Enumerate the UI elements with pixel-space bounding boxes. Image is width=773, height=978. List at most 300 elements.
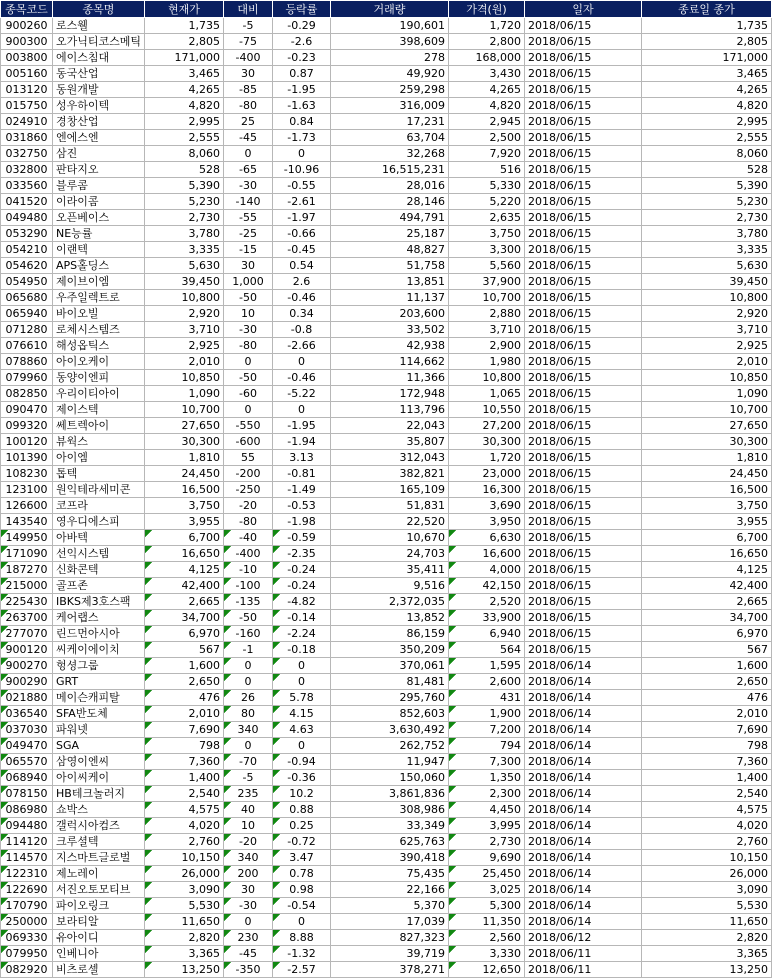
rate-cell: 0.87 <box>273 66 331 82</box>
date-cell: 2018/06/15 <box>525 450 642 466</box>
volume-cell: 3,861,836 <box>331 786 449 802</box>
date-cell: 2018/06/15 <box>525 34 642 50</box>
code-cell: 024910 <box>1 114 53 130</box>
table-row <box>1 674 772 690</box>
table-row <box>1 722 772 738</box>
name-cell: 오가닉티코스메틱 <box>53 34 145 50</box>
close-cell: 7,690 <box>642 722 772 738</box>
code-cell: 031860 <box>1 130 53 146</box>
change-cell: -30 <box>224 178 273 194</box>
close-cell: 10,800 <box>642 290 772 306</box>
volume-cell: 203,600 <box>331 306 449 322</box>
code-cell: 065940 <box>1 306 53 322</box>
volume-cell: 17,231 <box>331 114 449 130</box>
close-cell: 7,360 <box>642 754 772 770</box>
price-cell: 798 <box>145 738 224 754</box>
date-cell: 2018/06/14 <box>525 898 642 914</box>
code-cell: 263700 <box>1 610 53 626</box>
close-cell: 3,955 <box>642 514 772 530</box>
rate-cell: -1.63 <box>273 98 331 114</box>
rate-cell: 3.47 <box>273 850 331 866</box>
price-cell: 5,630 <box>145 258 224 274</box>
ref-price-cell: 7,300 <box>449 754 525 770</box>
name-cell: 원익테라세미콘 <box>53 482 145 498</box>
rate-cell: 0.98 <box>273 882 331 898</box>
table-row <box>1 82 772 98</box>
table-row <box>1 882 772 898</box>
price-cell: 2,540 <box>145 786 224 802</box>
close-cell: 6,970 <box>642 626 772 642</box>
rate-cell: 0 <box>273 914 331 930</box>
close-cell: 2,730 <box>642 210 772 226</box>
name-cell: 쇼박스 <box>53 802 145 818</box>
code-cell: 171090 <box>1 546 53 562</box>
name-cell: 신화콘텍 <box>53 562 145 578</box>
price-cell: 2,010 <box>145 706 224 722</box>
date-cell: 2018/06/15 <box>525 402 642 418</box>
ref-price-cell: 3,750 <box>449 226 525 242</box>
code-cell: 065680 <box>1 290 53 306</box>
ref-price-cell: 431 <box>449 690 525 706</box>
close-cell: 4,575 <box>642 802 772 818</box>
change-cell: 55 <box>224 450 273 466</box>
name-cell: 파이오링크 <box>53 898 145 914</box>
ref-price-cell: 10,800 <box>449 370 525 386</box>
code-cell: 036540 <box>1 706 53 722</box>
ref-price-cell: 23,000 <box>449 466 525 482</box>
ref-price-cell: 3,300 <box>449 242 525 258</box>
change-cell: -65 <box>224 162 273 178</box>
close-cell: 5,390 <box>642 178 772 194</box>
rate-cell: 0.78 <box>273 866 331 882</box>
volume-cell: 382,821 <box>331 466 449 482</box>
date-cell: 2018/06/15 <box>525 386 642 402</box>
rate-cell: -0.53 <box>273 498 331 514</box>
close-cell: 3,780 <box>642 226 772 242</box>
volume-cell: 308,986 <box>331 802 449 818</box>
code-cell: 126600 <box>1 498 53 514</box>
price-cell: 4,820 <box>145 98 224 114</box>
price-cell: 6,700 <box>145 530 224 546</box>
date-cell: 2018/06/14 <box>525 738 642 754</box>
name-cell: 동국산업 <box>53 66 145 82</box>
table-row <box>1 130 772 146</box>
volume-cell: 22,043 <box>331 418 449 434</box>
close-cell: 2,805 <box>642 34 772 50</box>
table-row <box>1 162 772 178</box>
volume-cell: 2,372,035 <box>331 594 449 610</box>
name-cell: 판타지오 <box>53 162 145 178</box>
table-row <box>1 514 772 530</box>
rate-cell: -1.32 <box>273 946 331 962</box>
close-cell: 34,700 <box>642 610 772 626</box>
table-row <box>1 418 772 434</box>
price-cell: 3,955 <box>145 514 224 530</box>
ref-price-cell: 16,300 <box>449 482 525 498</box>
name-cell: 제이스텍 <box>53 402 145 418</box>
change-cell: 40 <box>224 802 273 818</box>
price-cell: 3,090 <box>145 882 224 898</box>
name-cell: 코프라 <box>53 498 145 514</box>
name-cell: 삼진 <box>53 146 145 162</box>
code-cell: 082920 <box>1 962 53 978</box>
code-cell: 082850 <box>1 386 53 402</box>
volume-cell: 312,043 <box>331 450 449 466</box>
price-cell: 1,400 <box>145 770 224 786</box>
col-header-rate: 등락률 <box>273 1 331 18</box>
name-cell: 삼영이엔씨 <box>53 754 145 770</box>
price-cell: 528 <box>145 162 224 178</box>
close-cell: 10,850 <box>642 370 772 386</box>
close-cell: 2,925 <box>642 338 772 354</box>
change-cell: -45 <box>224 130 273 146</box>
price-cell: 24,450 <box>145 466 224 482</box>
date-cell: 2018/06/15 <box>525 578 642 594</box>
header-row <box>1 1 772 18</box>
ref-price-cell: 4,000 <box>449 562 525 578</box>
rate-cell: -1.94 <box>273 434 331 450</box>
close-cell: 2,540 <box>642 786 772 802</box>
date-cell: 2018/06/15 <box>525 226 642 242</box>
close-cell: 5,630 <box>642 258 772 274</box>
rate-cell: -0.46 <box>273 290 331 306</box>
volume-cell: 28,016 <box>331 178 449 194</box>
table-row <box>1 962 772 978</box>
rate-cell: -1.95 <box>273 82 331 98</box>
name-cell: 뷰웍스 <box>53 434 145 450</box>
col-header-date: 일자 <box>525 1 642 18</box>
close-cell: 10,150 <box>642 850 772 866</box>
ref-price-cell: 3,430 <box>449 66 525 82</box>
volume-cell: 278 <box>331 50 449 66</box>
table-row <box>1 658 772 674</box>
date-cell: 2018/06/15 <box>525 498 642 514</box>
change-cell: -200 <box>224 466 273 482</box>
price-cell: 3,365 <box>145 946 224 962</box>
table-row <box>1 610 772 626</box>
price-cell: 2,650 <box>145 674 224 690</box>
col-header-ref-price: 가격(원) <box>449 1 525 18</box>
rate-cell: -0.29 <box>273 18 331 34</box>
table-row <box>1 946 772 962</box>
table-row <box>1 194 772 210</box>
date-cell: 2018/06/15 <box>525 642 642 658</box>
rate-cell: 10.2 <box>273 786 331 802</box>
change-cell: -50 <box>224 370 273 386</box>
change-cell: 1,000 <box>224 274 273 290</box>
date-cell: 2018/06/11 <box>525 962 642 978</box>
price-cell: 26,000 <box>145 866 224 882</box>
close-cell: 1,735 <box>642 18 772 34</box>
price-cell: 567 <box>145 642 224 658</box>
table-row <box>1 370 772 386</box>
volume-cell: 262,752 <box>331 738 449 754</box>
code-cell: 053290 <box>1 226 53 242</box>
name-cell: 제노레이 <box>53 866 145 882</box>
volume-cell: 350,209 <box>331 642 449 658</box>
ref-price-cell: 3,995 <box>449 818 525 834</box>
ref-price-cell: 2,600 <box>449 674 525 690</box>
name-cell: 로체시스템즈 <box>53 322 145 338</box>
ref-price-cell: 3,025 <box>449 882 525 898</box>
date-cell: 2018/06/15 <box>525 482 642 498</box>
price-cell: 10,850 <box>145 370 224 386</box>
ref-price-cell: 9,690 <box>449 850 525 866</box>
date-cell: 2018/06/14 <box>525 722 642 738</box>
ref-price-cell: 2,635 <box>449 210 525 226</box>
name-cell: 톱텍 <box>53 466 145 482</box>
rate-cell: 5.78 <box>273 690 331 706</box>
ref-price-cell: 2,560 <box>449 930 525 946</box>
code-cell: 187270 <box>1 562 53 578</box>
volume-cell: 75,435 <box>331 866 449 882</box>
change-cell: -550 <box>224 418 273 434</box>
volume-cell: 86,159 <box>331 626 449 642</box>
price-cell: 2,760 <box>145 834 224 850</box>
ref-price-cell: 7,200 <box>449 722 525 738</box>
date-cell: 2018/06/15 <box>525 130 642 146</box>
name-cell: 갤럭시아컴즈 <box>53 818 145 834</box>
table-row <box>1 322 772 338</box>
ref-price-cell: 16,600 <box>449 546 525 562</box>
code-cell: 094480 <box>1 818 53 834</box>
change-cell: -80 <box>224 338 273 354</box>
volume-cell: 295,760 <box>331 690 449 706</box>
date-cell: 2018/06/15 <box>525 370 642 386</box>
volume-cell: 9,516 <box>331 578 449 594</box>
rate-cell: -1.49 <box>273 482 331 498</box>
table-row <box>1 706 772 722</box>
rate-cell: -0.24 <box>273 562 331 578</box>
volume-cell: 33,502 <box>331 322 449 338</box>
table-row <box>1 898 772 914</box>
code-cell: 041520 <box>1 194 53 210</box>
close-cell: 1,810 <box>642 450 772 466</box>
ref-price-cell: 2,300 <box>449 786 525 802</box>
date-cell: 2018/06/14 <box>525 850 642 866</box>
ref-price-cell: 7,920 <box>449 146 525 162</box>
volume-cell: 24,703 <box>331 546 449 562</box>
ref-price-cell: 1,720 <box>449 18 525 34</box>
table-row <box>1 690 772 706</box>
name-cell: 동양이엔피 <box>53 370 145 386</box>
ref-price-cell: 1,720 <box>449 450 525 466</box>
price-cell: 476 <box>145 690 224 706</box>
code-cell: 013120 <box>1 82 53 98</box>
change-cell: -15 <box>224 242 273 258</box>
name-cell: 동원개발 <box>53 82 145 98</box>
ref-price-cell: 5,220 <box>449 194 525 210</box>
code-cell: 033560 <box>1 178 53 194</box>
close-cell: 27,650 <box>642 418 772 434</box>
volume-cell: 22,166 <box>331 882 449 898</box>
name-cell: 로스웰 <box>53 18 145 34</box>
table-row <box>1 242 772 258</box>
table-row <box>1 258 772 274</box>
close-cell: 4,265 <box>642 82 772 98</box>
price-cell: 3,780 <box>145 226 224 242</box>
close-cell: 3,365 <box>642 946 772 962</box>
change-cell: -80 <box>224 514 273 530</box>
ref-price-cell: 25,450 <box>449 866 525 882</box>
code-cell: 170790 <box>1 898 53 914</box>
ref-price-cell: 5,330 <box>449 178 525 194</box>
rate-cell: -0.55 <box>273 178 331 194</box>
name-cell: 해성옵틱스 <box>53 338 145 354</box>
close-cell: 30,300 <box>642 434 772 450</box>
date-cell: 2018/06/14 <box>525 866 642 882</box>
date-cell: 2018/06/15 <box>525 98 642 114</box>
ref-price-cell: 2,900 <box>449 338 525 354</box>
close-cell: 8,060 <box>642 146 772 162</box>
change-cell: -400 <box>224 50 273 66</box>
date-cell: 2018/06/15 <box>525 194 642 210</box>
code-cell: 049480 <box>1 210 53 226</box>
code-cell: 215000 <box>1 578 53 594</box>
date-cell: 2018/06/12 <box>525 930 642 946</box>
name-cell: 우주일렉트로 <box>53 290 145 306</box>
ref-price-cell: 12,650 <box>449 962 525 978</box>
code-cell: 015750 <box>1 98 53 114</box>
ref-price-cell: 2,945 <box>449 114 525 130</box>
change-cell: -600 <box>224 434 273 450</box>
rate-cell: 0.88 <box>273 802 331 818</box>
rate-cell: -1.98 <box>273 514 331 530</box>
price-cell: 6,970 <box>145 626 224 642</box>
date-cell: 2018/06/15 <box>525 242 642 258</box>
volume-cell: 390,418 <box>331 850 449 866</box>
date-cell: 2018/06/14 <box>525 674 642 690</box>
change-cell: -45 <box>224 946 273 962</box>
name-cell: 아바텍 <box>53 530 145 546</box>
date-cell: 2018/06/15 <box>525 418 642 434</box>
change-cell: 0 <box>224 658 273 674</box>
rate-cell: -1.73 <box>273 130 331 146</box>
date-cell: 2018/06/14 <box>525 914 642 930</box>
volume-cell: 16,515,231 <box>331 162 449 178</box>
ref-price-cell: 6,630 <box>449 530 525 546</box>
date-cell: 2018/06/15 <box>525 66 642 82</box>
code-cell: 003800 <box>1 50 53 66</box>
rate-cell: -2.57 <box>273 962 331 978</box>
close-cell: 6,700 <box>642 530 772 546</box>
table-row <box>1 146 772 162</box>
price-cell: 3,710 <box>145 322 224 338</box>
table-row <box>1 114 772 130</box>
date-cell: 2018/06/14 <box>525 658 642 674</box>
change-cell: 230 <box>224 930 273 946</box>
close-cell: 5,530 <box>642 898 772 914</box>
name-cell: 인베니아 <box>53 946 145 962</box>
table-row <box>1 866 772 882</box>
ref-price-cell: 5,300 <box>449 898 525 914</box>
change-cell: 0 <box>224 914 273 930</box>
price-cell: 2,010 <box>145 354 224 370</box>
code-cell: 054950 <box>1 274 53 290</box>
ref-price-cell: 10,700 <box>449 290 525 306</box>
ref-price-cell: 2,800 <box>449 34 525 50</box>
table-row <box>1 66 772 82</box>
date-cell: 2018/06/15 <box>525 434 642 450</box>
close-cell: 2,555 <box>642 130 772 146</box>
rate-cell: 0 <box>273 738 331 754</box>
change-cell: -5 <box>224 770 273 786</box>
change-cell: -80 <box>224 98 273 114</box>
code-cell: 108230 <box>1 466 53 482</box>
close-cell: 1,600 <box>642 658 772 674</box>
price-cell: 13,250 <box>145 962 224 978</box>
table-row <box>1 754 772 770</box>
ref-price-cell: 37,900 <box>449 274 525 290</box>
table-row <box>1 306 772 322</box>
col-header-close: 종료일 종가 <box>642 1 772 18</box>
name-cell: APS홀딩스 <box>53 258 145 274</box>
code-cell: 086980 <box>1 802 53 818</box>
date-cell: 2018/06/15 <box>525 290 642 306</box>
volume-cell: 10,670 <box>331 530 449 546</box>
date-cell: 2018/06/15 <box>525 18 642 34</box>
volume-cell: 11,947 <box>331 754 449 770</box>
code-cell: 123100 <box>1 482 53 498</box>
volume-cell: 113,796 <box>331 402 449 418</box>
rate-cell: -2.66 <box>273 338 331 354</box>
name-cell: 린드먼아시아 <box>53 626 145 642</box>
volume-cell: 48,827 <box>331 242 449 258</box>
name-cell: 우리이티아이 <box>53 386 145 402</box>
change-cell: 80 <box>224 706 273 722</box>
rate-cell: 2.6 <box>273 274 331 290</box>
table-row <box>1 626 772 642</box>
volume-cell: 625,763 <box>331 834 449 850</box>
change-cell: -75 <box>224 34 273 50</box>
close-cell: 16,500 <box>642 482 772 498</box>
close-cell: 2,665 <box>642 594 772 610</box>
ref-price-cell: 168,000 <box>449 50 525 66</box>
date-cell: 2018/06/15 <box>525 626 642 642</box>
price-cell: 1,735 <box>145 18 224 34</box>
change-cell: 340 <box>224 722 273 738</box>
rate-cell: 4.63 <box>273 722 331 738</box>
rate-cell: 0 <box>273 658 331 674</box>
close-cell: 171,000 <box>642 50 772 66</box>
date-cell: 2018/06/15 <box>525 50 642 66</box>
rate-cell: -0.46 <box>273 370 331 386</box>
code-cell: 099320 <box>1 418 53 434</box>
date-cell: 2018/06/14 <box>525 802 642 818</box>
name-cell: 제이브이엠 <box>53 274 145 290</box>
price-cell: 3,465 <box>145 66 224 82</box>
volume-cell: 114,662 <box>331 354 449 370</box>
code-cell: 076610 <box>1 338 53 354</box>
price-cell: 1,810 <box>145 450 224 466</box>
close-cell: 5,230 <box>642 194 772 210</box>
date-cell: 2018/06/14 <box>525 754 642 770</box>
name-cell: 크루셜텍 <box>53 834 145 850</box>
close-cell: 24,450 <box>642 466 772 482</box>
name-cell: 서진오토모티브 <box>53 882 145 898</box>
code-cell: 054210 <box>1 242 53 258</box>
name-cell: 오픈베이스 <box>53 210 145 226</box>
price-cell: 4,020 <box>145 818 224 834</box>
rate-cell: -2.6 <box>273 34 331 50</box>
price-cell: 10,800 <box>145 290 224 306</box>
rate-cell: -0.23 <box>273 50 331 66</box>
volume-cell: 5,370 <box>331 898 449 914</box>
table-row <box>1 546 772 562</box>
table-row <box>1 50 772 66</box>
volume-cell: 63,704 <box>331 130 449 146</box>
code-cell: 900120 <box>1 642 53 658</box>
